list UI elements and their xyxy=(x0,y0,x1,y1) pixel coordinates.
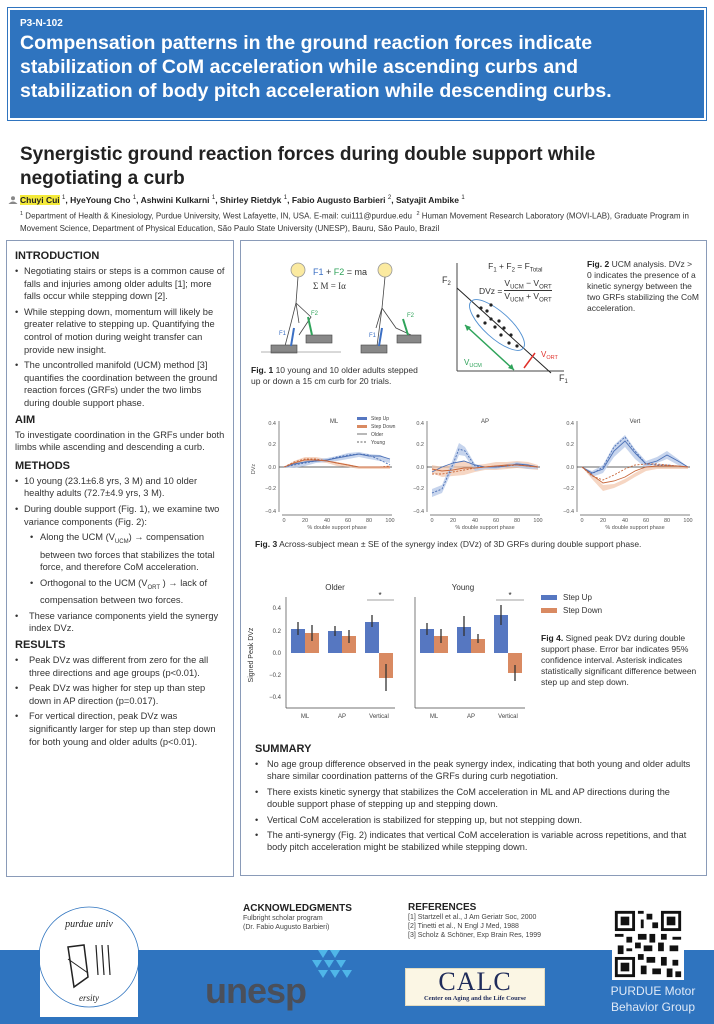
svg-text:Vertical: Vertical xyxy=(369,714,389,720)
list-item: • 10 young (23.1±6.8 yrs, 3 M) and 10 older healthy adults (72.7±4.9 yrs, 3 M). xyxy=(15,475,225,500)
introduction-heading: INTRODUCTION xyxy=(15,250,100,262)
summary-heading: SUMMARY xyxy=(255,743,312,755)
aim-heading: AIM xyxy=(15,413,36,426)
svg-text:Young: Young xyxy=(371,440,385,446)
svg-text:0.4: 0.4 xyxy=(272,606,281,612)
fig2 xyxy=(429,253,589,383)
list-item: • Peak DVz was higher for step up than step down in AP direction (p=0.017). xyxy=(15,682,225,707)
author-name: HyeYoung Cho xyxy=(70,195,131,205)
list-item: • For vertical direction, peak DVz was significantly larger for step up than step down for both young and older adults (p<0.01). xyxy=(15,710,225,748)
list-item: • Peak DVz was different from zero for the all three directions and age groups (p<0.01). xyxy=(15,654,225,679)
svg-text:ML: ML xyxy=(429,714,439,720)
list-item: • The anti-synergy (Fig. 2) indicates that vertical CoM acceleration is variable across repetitions, and that body pitch acceleration might be stabilized while stepping down. xyxy=(255,829,700,854)
fig3-line-charts xyxy=(249,409,705,531)
chart-ap xyxy=(413,419,542,531)
right-column xyxy=(240,240,707,876)
left-column xyxy=(6,240,234,877)
list-item: • Negotiating stairs or steps is a common cause of falls and injuries among older adults [1]; more falls occur while stepping down [2]. xyxy=(15,265,225,303)
reference-item: [3] Scholz & Schöner, Exp Brain Res, 1999 xyxy=(408,932,542,939)
author-list: Chuyi Cui $^1$, HyeYoung Cho $^1$, Ashwini Kulkarni $^1$, Shirley Rietdyk $^1$, Fabio Augusto Barbieri $^2$, Satyajit Ambike $^1$ xyxy=(8,195,465,205)
svg-text:ML: ML xyxy=(329,419,339,425)
person-icon xyxy=(8,196,18,204)
svg-text:Older: Older xyxy=(325,583,345,592)
svg-text:0.2: 0.2 xyxy=(272,629,281,635)
reference-item: [1] Startzell et al., J Am Geriatr Soc, 2000 xyxy=(408,914,537,921)
unesp-triangle-icon xyxy=(308,950,354,984)
list-item: • No age group difference observed in the peak synergy index, indicating that both young and older adults share similar coordination patterns of the GRFs during curb negotiation. xyxy=(255,758,700,783)
svg-text:0.0: 0.0 xyxy=(272,651,281,657)
summary-section xyxy=(255,739,700,857)
svg-text:AP: AP xyxy=(480,419,490,425)
fig2-caption: Fig. 2 UCM analysis. DVz > 0 indicates the presence of a kinetic synergy between the two GRFs stabilizing the CoM acceleration. xyxy=(587,259,699,313)
svg-text:−0.4: −0.4 xyxy=(269,695,281,701)
svg-text:Step Down: Step Down xyxy=(371,424,396,430)
methods-heading: METHODS xyxy=(15,459,70,472)
list-item: • During double support (Fig. 1), we examine two variance components (Fig. 2): xyxy=(15,503,225,528)
svg-text:ML: ML xyxy=(300,714,310,720)
svg-text:Vert: Vert xyxy=(629,419,641,425)
svg-text:F2: F2 xyxy=(311,311,319,317)
fig1-caption: Fig. 1 10 young and 10 older adults stepped up or down a 15 cm curb for 20 trials. xyxy=(251,365,418,386)
svg-text:−0.2: −0.2 xyxy=(269,673,281,679)
svg-text:Signed Peak DVz: Signed Peak DVz xyxy=(248,627,255,683)
unesp-logo: unesp xyxy=(205,970,307,1011)
purdue-university-logo xyxy=(38,897,140,1017)
affiliations: $^1$ Department of Health & Kinesiology, Purdue University, West Lafayette, IN, USA. E-mail: cui111@purdue.edu $^2$ Human Movement Research Laboratory (MOVI-LAB), Graduate Program in Movement Science, Department of Physical Education, São Paulo State University (UNESP), Bauru, São Paulo, Brazil xyxy=(20,211,689,233)
svg-text:*: * xyxy=(508,591,512,600)
qr-code-icon[interactable] xyxy=(612,908,684,980)
author-name: Fabio Augusto Barbieri xyxy=(291,195,386,205)
author-name: Satyajit Ambike xyxy=(395,195,459,205)
svg-text:Vertical: Vertical xyxy=(498,714,518,720)
svg-text:Step Up: Step Up xyxy=(371,416,390,422)
list-item: • Orthogonal to the UCM ($V_{ORT}$ ) → lack of compensation between two forces. xyxy=(15,577,225,607)
list-item: • These variance components yield the synergy index DVz. xyxy=(15,610,225,635)
author-name: Ashwini Kulkarni xyxy=(140,195,210,205)
motor-behavior-group-label: PURDUE Motor Behavior Group xyxy=(610,984,696,1014)
reference-item: [2] Tinetti et al., N Engl J Med, 1988 xyxy=(408,923,519,930)
fig1 xyxy=(251,253,421,398)
chart-ml xyxy=(251,416,396,531)
author-name: Chuyi Cui xyxy=(20,195,60,205)
fig2-equations: $F_1 + F_2 = F_{Total}$ DVz = $V_{UCM} - V_{ORT}$ $V_{UCM} + V_{ORT}$ xyxy=(479,261,552,305)
svg-text:purdue univ: purdue univ xyxy=(65,919,113,930)
svg-text:F2: F2 xyxy=(407,313,415,319)
svg-text:F1: F1 xyxy=(369,333,377,339)
calc-logo: CALC Center on Aging and the Life Course xyxy=(405,968,545,1006)
fig4-legend: Step Up Step Down xyxy=(541,593,602,615)
references: REFERENCES [1] Startzell et al., J Am Geriatr Soc, 2000 [2] Tinetti et al., N Engl J Med, 1988 [3] Scholz & Schöner, Exp Brain Res, 1999 xyxy=(408,902,542,939)
svg-text:AP: AP xyxy=(337,714,347,720)
svg-text:*: * xyxy=(378,591,382,600)
svg-text:F1: F1 xyxy=(279,331,287,337)
list-item: • Vertical CoM acceleration is stabilized for stepping up, but not stepping down. xyxy=(255,814,700,826)
acknowledgments: ACKNOWLEDGMENTS Fulbright scholar program (Dr. Fabio Augusto Barbieri) xyxy=(243,903,352,931)
svg-text:AP: AP xyxy=(466,714,476,720)
svg-text:ersity: ersity xyxy=(79,993,99,1003)
chart-young xyxy=(415,583,525,720)
svg-text:F2: $F_2$ xyxy=(442,275,451,287)
header-banner xyxy=(8,8,706,120)
chart-vert xyxy=(563,419,692,531)
list-item: • There exists kinetic synergy that stabilizes the CoM acceleration in ML and AP directions during the double support phase of stepping up and stepping down. xyxy=(255,786,700,811)
paper-title: Synergistic ground reaction forces during double support while negotiating a curb xyxy=(20,144,596,189)
svg-text:DVz: DVz xyxy=(251,463,257,475)
list-item: • The uncontrolled manifold (UCM) method [3] quantifies the coordination between the ground reaction forces (GRFs) under the two limbs during double support phase. xyxy=(15,359,225,409)
fig4-caption: Fig 4. Signed peak DVz during double support phase. Error bar indicates 95% confidence interval. Asterisk indicates statistically significant difference between step up and step down. xyxy=(541,633,697,687)
results-heading: RESULTS xyxy=(15,638,66,651)
svg-text:F1: $F_1$ xyxy=(559,373,568,385)
svg-text:Older: Older xyxy=(371,432,384,438)
author-name: Shirley Rietdyk xyxy=(219,195,282,205)
introduction-list xyxy=(15,265,225,410)
chart-older xyxy=(269,583,395,720)
svg-text:VORT: $V_{ORT}$ xyxy=(541,350,558,361)
aim-text: To investigate coordination in the GRFs under both limbs while ascending and descending a curb. xyxy=(15,429,225,453)
fig3-caption: Fig. 3 Across-subject mean ± SE of the synergy index (DVz) of 3D GRFs during double support phase. xyxy=(255,539,642,549)
svg-text:Young: Young xyxy=(451,583,475,592)
results-list xyxy=(15,654,225,748)
list-item: • Along the UCM $(V_{UCM})$ → compensation between two forces that stabilizes the total force, and therefore CoM acceleration. xyxy=(15,531,225,574)
methods-list xyxy=(15,475,225,635)
list-item: • While stepping down, momentum will likely be greater relative to stepping up. Quantifying the control of motion during weight transfer can provide new insight. xyxy=(15,306,225,356)
summary-list xyxy=(255,758,700,854)
svg-text:VUCM: $V_{UCM}$ xyxy=(464,358,482,369)
fig4-bar-charts xyxy=(245,573,535,738)
fig1-equation: F1 + F2 = ma Σ M = Iα xyxy=(313,267,368,291)
poster-code: P3-N-102 xyxy=(20,18,63,29)
banner-title: Compensation patterns in the ground reaction forces indicate stabilization of CoM acceleration while ascending curbs and stabilization of body pitch acceleration while descending curbs. xyxy=(20,32,612,102)
